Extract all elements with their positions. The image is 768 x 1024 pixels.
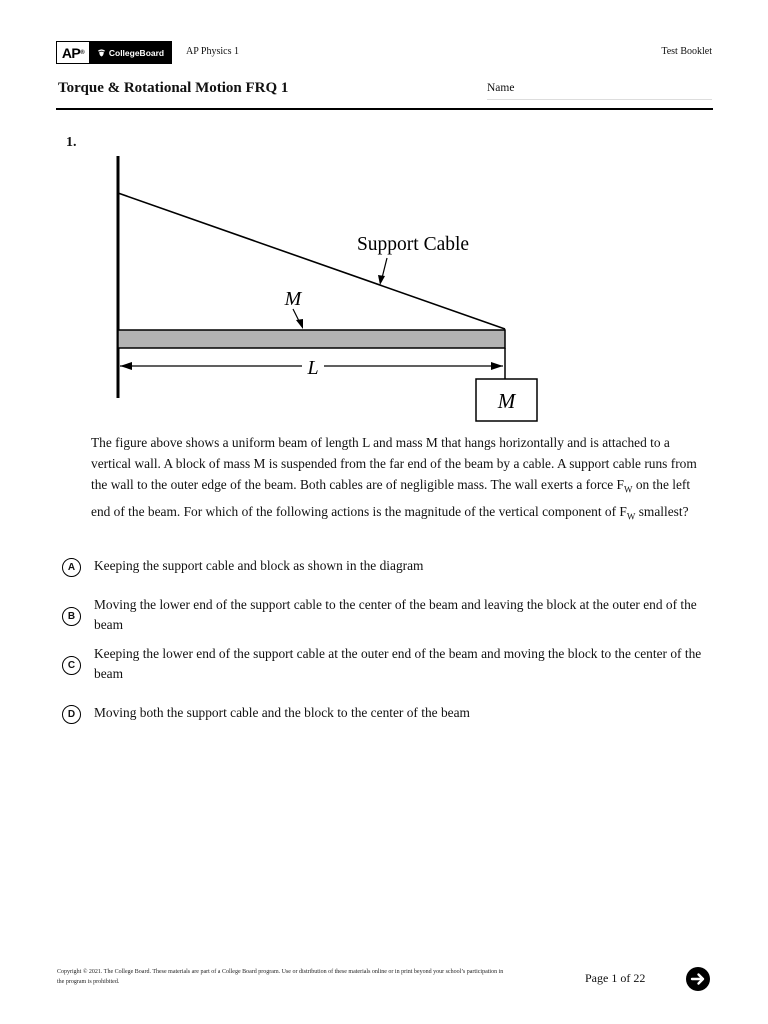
beam-rect	[118, 330, 505, 348]
beam-mass-label: M	[284, 288, 302, 310]
support-cable-arrowhead	[378, 275, 385, 285]
beam-diagram	[108, 150, 558, 430]
ap-collegeboard-logo	[56, 41, 172, 64]
course-name: AP Physics 1	[186, 46, 239, 57]
option-b-text: Moving the lower end of the support cable to the center of the beam and leaving the block at the outer end of the beam	[94, 597, 697, 632]
stem-text-2: on the left end of the beam. For which of the following actions is the magnitude of the vertical component of F	[91, 477, 691, 519]
name-field[interactable]	[487, 99, 712, 100]
header-divider	[56, 108, 713, 110]
arrow-right-icon	[690, 971, 706, 987]
stem-subscript-2: W	[626, 511, 636, 522]
option-c-text: Keeping the lower end of the support cable at the outer end of the beam and moving the block to the center of the beam	[94, 646, 702, 681]
copyright-notice: Copyright © 2021. The College Board. These materials are part of a College Board program. Use or distribution of these materials online or in print beyond your school’s participation in the program is prohibited.	[57, 969, 504, 985]
option-c-bubble[interactable]: C	[62, 656, 81, 675]
answer-option-c[interactable]	[62, 646, 712, 684]
stem-subscript-1: W	[623, 484, 633, 495]
answer-option-d[interactable]	[62, 705, 712, 724]
page-title: Torque & Rotational Motion FRQ 1	[58, 80, 289, 96]
question-stem	[91, 432, 711, 527]
page-number: Page 1 of 22	[585, 971, 646, 985]
acorn-icon	[97, 48, 106, 57]
beam-mass-arrowhead	[296, 319, 303, 329]
booklet-label: Test Booklet	[661, 46, 712, 57]
answer-option-a[interactable]	[62, 558, 712, 577]
ap-logo-registered: ®	[80, 49, 85, 56]
option-b-bubble[interactable]: B	[62, 607, 81, 626]
name-label: Name	[487, 82, 515, 94]
length-label: L	[307, 357, 319, 379]
stem-text-1: The figure above shows a uniform beam of length L and mass M that hangs horizontally and is attached to a vertical wall. A block of mass M is suspended from the far end of the beam by a cable. A support cable runs from the wall to the outer edge of the beam. Both cables are of negligible mass. The wall exerts a force F	[91, 435, 697, 492]
option-a-bubble[interactable]: A	[62, 558, 81, 577]
question-number: 1.	[66, 135, 77, 150]
answer-option-b[interactable]	[62, 597, 712, 635]
next-page-button[interactable]	[686, 967, 710, 991]
support-cable-line	[118, 193, 505, 329]
length-arrow-left	[120, 362, 132, 370]
option-a-text: Keeping the support cable and block as shown in the diagram	[94, 558, 424, 573]
block-mass-label: M	[497, 389, 516, 413]
ap-logo-text: AP	[61, 44, 81, 61]
option-d-text: Moving both the support cable and the block to the center of the beam	[94, 705, 470, 720]
ap-logo	[57, 42, 90, 63]
length-arrow-right	[491, 362, 503, 370]
support-cable-label: Support Cable	[356, 234, 470, 255]
collegeboard-logo	[90, 42, 171, 63]
stem-text-3: smallest?	[635, 503, 689, 519]
support-cable-pointer	[382, 258, 387, 278]
collegeboard-logo-text: CollegeBoard	[108, 47, 165, 58]
option-d-bubble[interactable]: D	[62, 705, 81, 724]
